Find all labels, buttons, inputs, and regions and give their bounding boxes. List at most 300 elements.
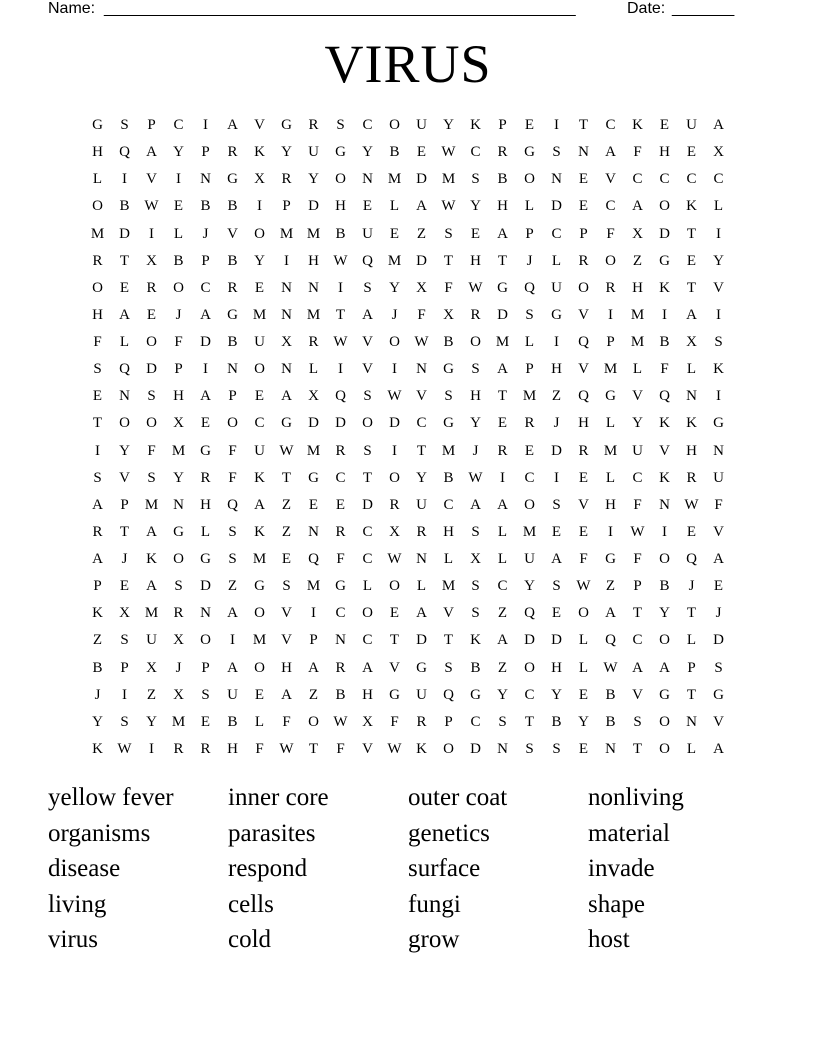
grid-letter: E xyxy=(281,551,292,567)
word-list-item: nonliving xyxy=(588,784,684,811)
grid-letter: A xyxy=(146,578,157,595)
word-list-item: invade xyxy=(588,855,655,882)
grid-letter: I xyxy=(122,171,127,188)
grid-letter: T xyxy=(308,740,319,757)
grid-letter: T xyxy=(497,388,508,405)
grid-letter: N xyxy=(308,279,319,296)
grid-letter: O xyxy=(578,279,589,296)
grid-letter: U xyxy=(227,686,238,703)
grid-letter: R xyxy=(578,442,589,459)
grid-letter: M xyxy=(171,713,186,730)
grid-letter: T xyxy=(443,252,454,269)
grid-letter: J xyxy=(553,415,560,432)
grid-letter: T xyxy=(578,117,589,133)
grid-letter: S xyxy=(228,551,237,567)
grid-letter: S xyxy=(552,496,561,513)
word-list-item: inner core xyxy=(228,784,329,811)
grid-letter: X xyxy=(173,632,184,649)
grid-letter: D xyxy=(551,442,562,459)
grid-letter: E xyxy=(551,523,562,540)
grid-letter: H xyxy=(362,686,373,703)
grid-letter: W xyxy=(441,144,456,161)
grid-letter: E xyxy=(200,713,211,730)
grid-letter: L xyxy=(92,171,103,188)
grid-letter: X xyxy=(686,334,697,350)
grid-letter: T xyxy=(362,469,373,486)
grid-letter: C xyxy=(443,496,454,513)
grid-letter: Z xyxy=(497,659,508,676)
grid-letter: I xyxy=(149,740,154,757)
grid-letter: P xyxy=(309,632,318,649)
grid-letter: F xyxy=(147,442,156,459)
grid-letter: Z xyxy=(92,632,103,649)
grid-letter: V xyxy=(713,523,724,540)
grid-letter: N xyxy=(362,171,373,188)
grid-letter: P xyxy=(201,144,210,161)
grid-letter: I xyxy=(662,523,667,540)
grid-letter: A xyxy=(713,740,724,757)
grid-letter: E xyxy=(254,279,265,296)
grid-letter: U xyxy=(416,686,427,703)
grid-letter: V xyxy=(713,279,724,296)
grid-letter: T xyxy=(686,605,697,622)
grid-letter: S xyxy=(633,713,642,730)
grid-letter: T xyxy=(416,442,427,459)
grid-letter: E xyxy=(416,144,427,161)
grid-letter: J xyxy=(688,578,695,595)
grid-letter: E xyxy=(119,279,130,296)
grid-letter: J xyxy=(175,659,182,676)
grid-letter: N xyxy=(227,361,238,378)
grid-row xyxy=(84,659,732,686)
grid-letter: O xyxy=(659,198,670,215)
grid-letter: U xyxy=(416,496,427,513)
grid-letter: Y xyxy=(92,713,103,730)
grid-letter: Y xyxy=(173,144,184,161)
grid-letter: A xyxy=(497,361,508,378)
grid-letter: B xyxy=(200,198,211,215)
grid-letter: M xyxy=(252,551,267,567)
grid-letter: M xyxy=(306,225,321,242)
grid-letter: N xyxy=(119,388,130,405)
grid-letter: G xyxy=(335,144,346,161)
grid-letter: C xyxy=(335,605,346,622)
grid-letter: M xyxy=(441,442,456,459)
grid-letter: C xyxy=(470,144,481,161)
grid-letter: I xyxy=(500,469,505,486)
grid-letter: I xyxy=(716,306,721,323)
grid-letter: M xyxy=(171,442,186,459)
grid-letter: P xyxy=(120,496,129,513)
grid-letter: V xyxy=(416,388,427,405)
grid-letter: Y xyxy=(173,469,184,486)
grid-letter: X xyxy=(281,334,292,350)
grid-letter: F xyxy=(444,279,453,296)
grid-letter: O xyxy=(254,659,265,676)
grid-letter: I xyxy=(716,225,721,242)
grid-letter: R xyxy=(308,334,319,350)
grid-letter: A xyxy=(281,388,292,405)
grid-letter: A xyxy=(713,551,724,567)
grid-letter: I xyxy=(392,442,397,459)
grid-letter: A xyxy=(227,605,238,622)
grid-letter: T xyxy=(281,469,292,486)
grid-letter: G xyxy=(443,361,454,378)
grid-letter: A xyxy=(551,551,562,567)
grid-letter: K xyxy=(686,415,697,432)
grid-letter: I xyxy=(554,117,559,133)
grid-letter: Y xyxy=(146,713,157,730)
grid-row xyxy=(84,333,732,360)
grid-letter: B xyxy=(551,713,562,730)
grid-letter: Q xyxy=(524,279,535,296)
grid-letter: W xyxy=(684,496,699,513)
grid-letter: H xyxy=(605,496,616,513)
grid-letter: F xyxy=(336,551,345,567)
grid-letter: H xyxy=(632,279,643,296)
grid-letter: L xyxy=(605,415,616,432)
grid-row xyxy=(84,116,732,143)
grid-letter: B xyxy=(227,252,238,269)
grid-letter: W xyxy=(117,740,132,757)
grid-letter: U xyxy=(416,117,427,133)
grid-letter: J xyxy=(94,686,101,703)
grid-letter: G xyxy=(659,252,670,269)
grid-letter: Y xyxy=(632,415,643,432)
word-list-item: yellow fever xyxy=(48,784,174,811)
grid-letter: T xyxy=(632,740,643,757)
word-list-item: cells xyxy=(228,890,274,918)
grid-letter: R xyxy=(605,279,616,296)
grid-letter: I xyxy=(608,523,613,540)
grid-letter: O xyxy=(659,713,670,730)
grid-letter: D xyxy=(200,334,211,350)
word-list-item: genetics xyxy=(408,819,490,847)
word-list-item: fungi xyxy=(408,890,461,918)
date-blank: _______ xyxy=(672,0,735,17)
grid-letter: I xyxy=(716,388,721,405)
grid-letter: X xyxy=(146,252,157,269)
grid-letter: E xyxy=(578,469,589,486)
grid-letter: B xyxy=(443,469,454,486)
grid-letter: L xyxy=(308,361,319,378)
grid-letter: Q xyxy=(524,605,535,622)
grid-row xyxy=(84,225,732,252)
grid-letter: T xyxy=(686,225,697,242)
grid-letter: E xyxy=(686,144,697,161)
grid-letter: F xyxy=(390,713,399,730)
grid-letter: G xyxy=(416,659,427,676)
grid-letter: R xyxy=(524,415,535,432)
grid-letter: S xyxy=(363,442,372,459)
grid-row xyxy=(84,387,732,414)
grid-letter: E xyxy=(551,605,562,622)
grid-letter: Q xyxy=(227,496,238,513)
grid-letter: K xyxy=(254,523,265,540)
word-list-item: parasites xyxy=(228,819,316,847)
grid-letter: L xyxy=(416,578,427,595)
grid-row xyxy=(84,523,732,550)
grid-letter: F xyxy=(660,361,669,378)
grid-letter: D xyxy=(416,632,427,649)
grid-letter: V xyxy=(632,388,643,405)
grid-letter: P xyxy=(525,225,534,242)
grid-letter: T xyxy=(92,415,103,432)
grid-letter: H xyxy=(470,252,481,269)
grid-letter: F xyxy=(336,740,345,757)
grid-letter: R xyxy=(578,252,589,269)
grid-letter: R xyxy=(497,144,508,161)
grid-letter: L xyxy=(254,713,265,730)
grid-letter: F xyxy=(417,306,426,323)
grid-letter: V xyxy=(443,605,454,622)
grid-letter: A xyxy=(470,496,481,513)
grid-letter: C xyxy=(497,578,508,595)
grid-row xyxy=(84,496,732,523)
grid-letter: D xyxy=(308,415,319,432)
grid-letter: V xyxy=(281,632,292,649)
grid-letter: M xyxy=(522,388,537,405)
grid-letter: K xyxy=(470,117,481,133)
grid-letter: W xyxy=(468,469,483,486)
grid-letter: S xyxy=(498,713,507,730)
grid-letter: E xyxy=(578,740,589,757)
grid-letter: P xyxy=(687,659,696,676)
grid-letter: L xyxy=(524,334,535,350)
grid-letter: O xyxy=(389,578,400,595)
grid-letter: A xyxy=(227,117,238,133)
grid-letter: H xyxy=(92,144,103,161)
grid-letter: Q xyxy=(659,388,670,405)
grid-row xyxy=(84,577,732,604)
grid-letter: D xyxy=(308,198,319,215)
word-list-item: outer coat xyxy=(408,784,508,811)
grid-letter: D xyxy=(119,225,130,242)
grid-letter: C xyxy=(632,171,643,188)
grid-letter: U xyxy=(362,225,373,242)
grid-letter: G xyxy=(713,686,724,703)
grid-letter: N xyxy=(578,144,589,161)
grid-letter: R xyxy=(173,605,184,622)
grid-letter: G xyxy=(443,415,454,432)
grid-letter: V xyxy=(362,361,373,378)
grid-letter: O xyxy=(254,605,265,622)
grid-letter: I xyxy=(257,198,262,215)
grid-letter: W xyxy=(279,740,294,757)
grid-letter: A xyxy=(119,306,130,323)
grid-letter: C xyxy=(605,117,616,133)
grid-letter: C xyxy=(416,415,427,432)
grid-letter: O xyxy=(254,225,265,242)
word-list-item: respond xyxy=(228,855,308,882)
grid-letter: W xyxy=(468,279,483,296)
grid-letter: K xyxy=(92,740,103,757)
grid-letter: V xyxy=(362,334,373,350)
grid-letter: Q xyxy=(443,686,454,703)
grid-letter: C xyxy=(362,117,373,133)
grid-letter: E xyxy=(254,388,265,405)
grid-letter: S xyxy=(471,605,480,622)
grid-letter: X xyxy=(389,523,400,540)
grid-letter: Y xyxy=(470,198,481,215)
grid-letter: Y xyxy=(659,605,670,622)
grid-letter: O xyxy=(443,740,454,757)
grid-letter: I xyxy=(176,171,181,188)
grid-letter: N xyxy=(686,713,697,730)
grid-letter: G xyxy=(308,469,319,486)
grid-letter: C xyxy=(713,171,724,188)
grid-letter: C xyxy=(632,469,643,486)
grid-letter: C xyxy=(173,117,184,133)
grid-letter: O xyxy=(524,496,535,513)
grid-letter: X xyxy=(308,388,319,405)
grid-letter: K xyxy=(416,740,427,757)
grid-letter: N xyxy=(497,740,508,757)
grid-letter: D xyxy=(659,225,670,242)
page-title: VIRUS xyxy=(324,34,492,94)
grid-letter: K xyxy=(659,279,670,296)
grid-letter: W xyxy=(387,388,402,405)
grid-letter: K xyxy=(470,632,481,649)
grid-letter: C xyxy=(362,551,373,567)
grid-letter: L xyxy=(713,198,724,215)
grid-letter: V xyxy=(254,117,265,133)
grid-letter: N xyxy=(659,496,670,513)
grid-letter: O xyxy=(200,632,211,649)
grid-letter: D xyxy=(200,578,211,595)
grid-letter: K xyxy=(659,469,670,486)
grid-letter: M xyxy=(495,334,510,350)
grid-letter: T xyxy=(119,252,130,269)
grid-letter: S xyxy=(714,334,723,350)
grid-letter: M xyxy=(603,442,618,459)
grid-letter: Y xyxy=(578,713,589,730)
grid-letter: W xyxy=(630,523,645,540)
grid-letter: V xyxy=(659,442,670,459)
grid-letter: N xyxy=(416,551,427,567)
grid-letter: D xyxy=(362,496,373,513)
letter-grid xyxy=(84,116,732,767)
grid-letter: F xyxy=(714,496,723,513)
grid-letter: J xyxy=(121,551,128,567)
grid-letter: F xyxy=(633,496,642,513)
grid-letter: O xyxy=(119,415,130,432)
grid-letter: D xyxy=(335,415,346,432)
grid-letter: E xyxy=(578,198,589,215)
grid-letter: B xyxy=(443,334,454,350)
grid-letter: Y xyxy=(524,578,535,595)
grid-letter: F xyxy=(633,144,642,161)
grid-letter: N xyxy=(200,605,211,622)
grid-letter: O xyxy=(362,605,373,622)
grid-letter: B xyxy=(470,659,481,676)
grid-letter: A xyxy=(497,496,508,513)
date-label: Date: xyxy=(627,0,666,17)
grid-letter: A xyxy=(416,605,427,622)
grid-letter: G xyxy=(605,388,616,405)
grid-letter: N xyxy=(335,632,346,649)
grid-letter: H xyxy=(659,144,670,161)
grid-letter: O xyxy=(254,361,265,378)
grid-letter: S xyxy=(444,659,453,676)
grid-letter: D xyxy=(524,632,535,649)
grid-letter: L xyxy=(686,361,697,378)
grid-letter: V xyxy=(578,496,589,513)
grid-letter: H xyxy=(173,388,184,405)
grid-letter: M xyxy=(441,171,456,188)
grid-letter: G xyxy=(254,578,265,595)
grid-letter: S xyxy=(93,361,102,378)
grid-letter: P xyxy=(147,117,156,133)
name-label: Name: xyxy=(48,0,96,17)
grid-letter: E xyxy=(254,686,265,703)
grid-letter: O xyxy=(524,659,535,676)
grid-letter: I xyxy=(608,306,613,323)
grid-letter: W xyxy=(333,334,348,350)
grid-letter: V xyxy=(605,171,616,188)
grid-letter: G xyxy=(92,117,103,133)
grid-letter: Z xyxy=(281,523,292,540)
grid-letter: P xyxy=(201,659,210,676)
grid-letter: Y xyxy=(470,415,481,432)
grid-letter: T xyxy=(335,306,346,323)
grid-letter: S xyxy=(120,713,129,730)
grid-letter: B xyxy=(497,171,508,188)
grid-letter: Q xyxy=(119,144,130,161)
grid-letter: S xyxy=(444,388,453,405)
grid-letter: A xyxy=(497,632,508,649)
grid-letter: M xyxy=(252,632,267,649)
grid-letter: X xyxy=(362,713,373,730)
grid-letter: G xyxy=(713,415,724,432)
grid-letter: E xyxy=(173,198,184,215)
grid-letter: S xyxy=(363,388,372,405)
grid-letter: O xyxy=(578,605,589,622)
grid-letter: A xyxy=(416,198,427,215)
word-list-item: organisms xyxy=(48,819,151,847)
grid-letter: L xyxy=(200,523,211,540)
grid-letter: A xyxy=(281,686,292,703)
grid-letter: Z xyxy=(416,225,427,242)
grid-letter: F xyxy=(228,469,237,486)
grid-letter: C xyxy=(200,279,211,296)
grid-letter: S xyxy=(471,171,480,188)
grid-letter: E xyxy=(146,306,157,323)
word-list-item: surface xyxy=(408,855,481,882)
grid-letter: X xyxy=(119,605,130,622)
grid-letter: D xyxy=(389,415,400,432)
grid-letter: D xyxy=(146,361,157,378)
grid-letter: M xyxy=(387,252,402,269)
grid-letter: M xyxy=(306,578,321,595)
grid-letter: G xyxy=(524,144,535,161)
grid-letter: A xyxy=(146,523,157,540)
grid-letter: N xyxy=(416,361,427,378)
grid-letter: G xyxy=(389,686,400,703)
grid-row xyxy=(84,550,732,577)
grid-letter: Z xyxy=(551,388,562,405)
grid-letter: E xyxy=(308,496,319,513)
grid-letter: R xyxy=(497,442,508,459)
grid-letter: C xyxy=(335,469,346,486)
grid-letter: K xyxy=(92,605,103,622)
grid-letter: M xyxy=(522,523,537,540)
word-list-item: living xyxy=(48,890,107,918)
grid-letter: E xyxy=(713,578,724,595)
grid-letter: P xyxy=(444,713,453,730)
grid-letter: C xyxy=(362,523,373,540)
grid-letter: S xyxy=(471,523,480,540)
